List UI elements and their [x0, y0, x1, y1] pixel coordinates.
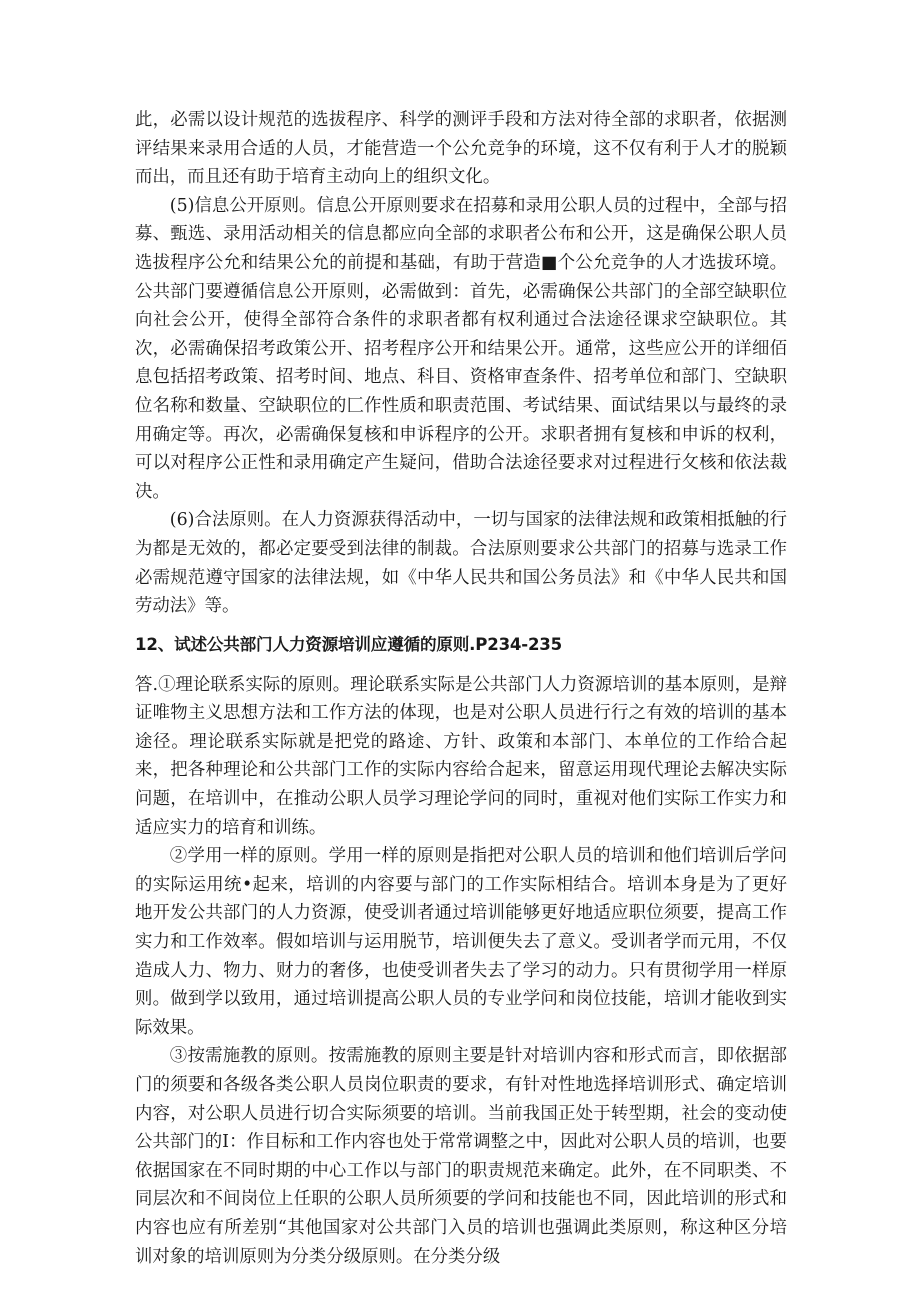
paragraph-continued-intro: 此，必需以设计规范的选拔程序、科学的测评手段和方法对待全部的求职者，依据测评结果来录用合适的人员，才能营造一个公允竞争的环境，这不仅有利于人才的脱颖而出，而且还有助于培育主动向上的组织文化。 — [135, 110, 787, 188]
question-heading: 12、试述公共部门人力资源培训应遵循的原则.P234-235 — [135, 634, 563, 654]
paragraph-theory-practice: 答.①理论联系实际的原则。理论联系实际是公共部门人力资源培训的基本原则，是辩证唯物主义思想方法和工作方法的体现，也是对公职人员进行行之有效的培训的基本途径。理论联系实际就是把党的路途、方针、政策和本部门、本单位的工作给合起来，把各种理论和公共部门工作的实际内容给合起来，留意运用现代理论去解决实际问题，在培训中，在推动公职人员学习理论学问的同时，重视对他们实际工作实力和适应实力的培育和训练。 — [135, 674, 787, 838]
paragraph-legality-principle: (6)合法原则。在人力资源获得活动中，一切与国家的法律法规和政策相抵触的行为都是无效的，都必定要受到法律的制裁。合法原则要求公共部门的招募与选录工作必需规范遵守国家的法律法规，如《中华人民共和国公务员法》和《中华人民共和国劳动法》等。 — [135, 510, 787, 617]
paragraph-learning-application: ②学用一样的原则。学用一样的原则是指把对公职人员的培训和他们培训后学问的实际运用统•起来，培训的内容要与部门的工作实际相结合。培训本身是为了更好地开发公共部门的人力资源，使受训者通过培训能够更好地适应职位须要，提高工作实力和工作效率。假如培训与运用脱节，培训便失去了意义。受训者学而元用，不仅造成人力、物力、财力的奢侈，也使受训者失去了学习的动力。只有贯彻学用一样原则。做到学以致用，通过培训提高公职人员的专业学问和岗位技能，培训才能收到实际效果。 — [135, 846, 787, 1038]
document-page — [135, 106, 787, 1271]
paragraph-information-disclosure: (5)信息公开原则。信息公开原则要求在招募和录用公职人员的过程中，全部与招募、甄选、录用活动相关的信息都应向全部的求职者公布和公开，这是确保公职人员选拔程序公允和结果公允的前提和基础，有助于营造■个公允竞争的人才选拔环境。公共部门要遵循信息公开原则，必需做到：首先，必需确保公共部门的全部空缺职位向社会公开，使得全部符合条件的求职者都有权利通过合法途径课求空缺职位。其次，必需确保招考政策公开、招考程序公开和结果公开。通常，这些应公开的详细佰息包括招考政策、招考时间、地点、科目、资格审查条件、招考单位和部门、空缺职位名称和数量、空缺职位的匚作性质和职责范围、考试结果、面试结果以与最终的录用确定等。再次，必需确保复核和申诉程序的公开。求职者拥有复核和申诉的权利，可以对程序公正性和录用确定产生疑问，借助合法途径要求对过程进行攵核和依法裁决。 — [135, 195, 787, 502]
paragraph-need-based-teaching: ③按需施教的原则。按需施教的原则主要是针对培训内容和形式而言，即依据部门的须要和各级各类公职人员岗位职责的要求，有针对性地选择培训形式、确定培训内容，对公职人员进行切合实际须要的培训。当前我国正处于转型期，社会的变动使公共部门的I：作目标和工作内容也处于常常调整之中，因此对公职人员的培训，也要依据国家在不同时期的中心工作以与部门的职责规范来确定。此外，在不同职类、不同层次和不间岗位上任职的公职人员所须要的学问和技能也不同，因此培训的形式和内容也应有所差别“其他国家对公共部门入员的培训也强调此类原则，称这种区分培训对象的培训原则为分类分级原则。在分类分级 — [135, 1046, 787, 1267]
